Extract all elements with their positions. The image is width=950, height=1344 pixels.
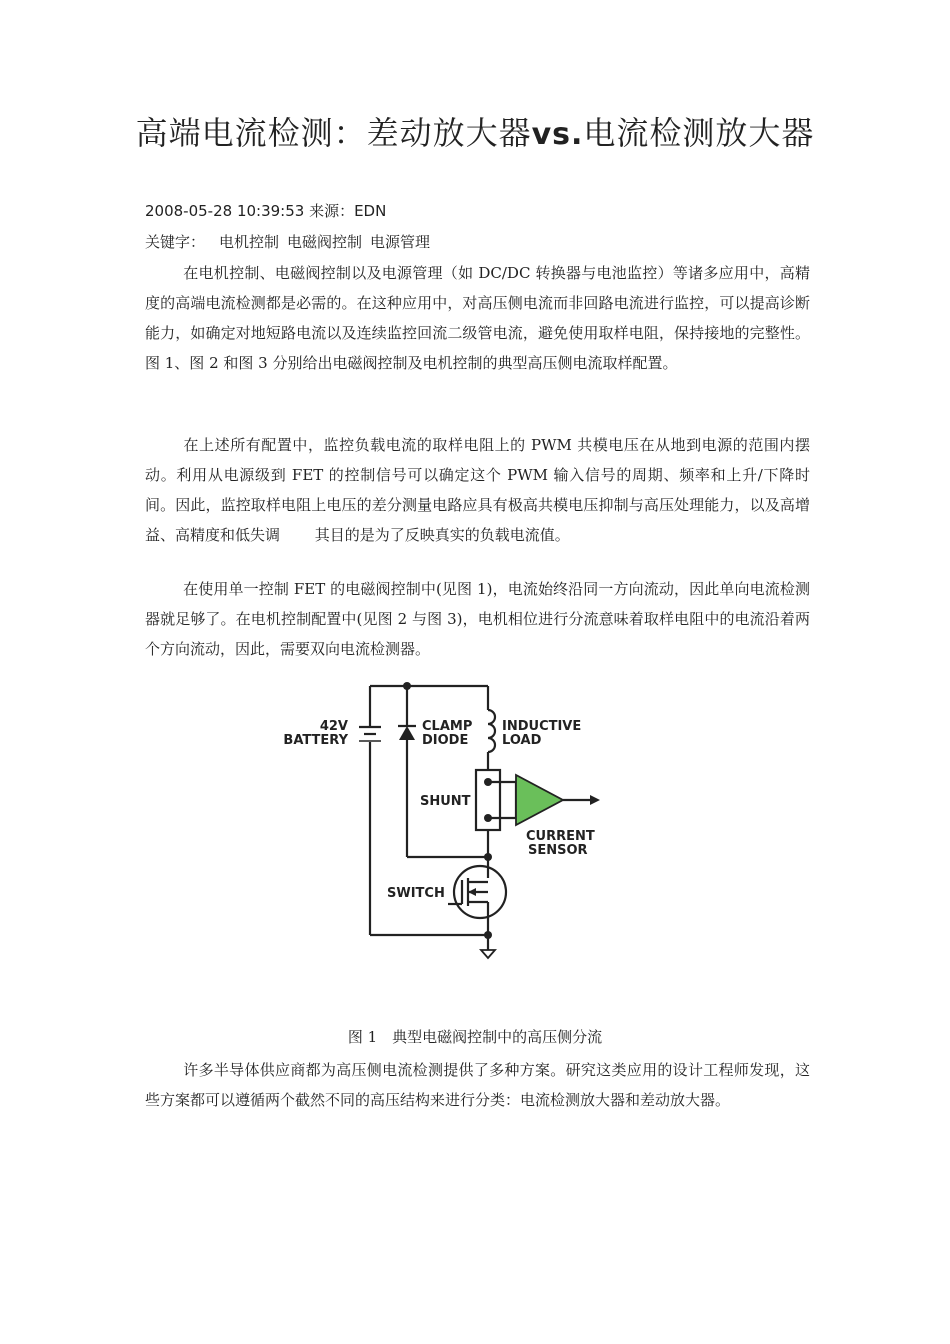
battery-label: 42V	[319, 719, 348, 734]
clamp-diode-label: DIODE	[422, 733, 469, 748]
keyword-item[interactable]: 电机控制	[219, 233, 280, 251]
inductive-load-label: LOAD	[502, 733, 542, 748]
inductive-load-label: INDUCTIVE	[502, 719, 582, 734]
keywords-line	[145, 231, 438, 252]
figure-caption: 图 1 典型电磁阀控制中的高压侧分流	[347, 1028, 603, 1046]
paragraph: 在上述所有配置中，监控负载电流的取样电阻上的 PWM 共模电压在从地到电源的范围内摆动。利用从电源级到 FET 的控制信号可以确定这个 PWM 输入信号的周期、频率和上升/下降时间。因此，监控取样电阻上电压的差分测量电路应具有极高共模电压抑制与高压处理能力，以及高增益、高精度和低失调 其目的是为了反映真实的负载电流值。	[145, 436, 810, 544]
battery-label: BATTERY	[283, 733, 348, 748]
keyword-item[interactable]: 电源管理	[370, 233, 431, 251]
current-sensor-label: SENSOR	[528, 843, 588, 858]
paragraph: 许多半导体供应商都为高压侧电流检测提供了多种方案。研究这类应用的设计工程师发现，这些方案都可以遵循两个截然不同的高压结构来进行分类：电流检测放大器和差动放大器。	[145, 1061, 810, 1109]
paragraph: 在使用单一控制 FET 的电磁阀控制中(见图 1)，电流始终沿同一方向流动，因此单向电流检测器就足够了。在电机控制配置中(见图 2 与图 3)，电机相位进行分流意味着取样电阻中的电流沿着两个方向流动，因此，需要双向电流检测器。	[145, 580, 810, 658]
switch-label: SWITCH	[387, 886, 445, 901]
current-sensor-label: CURRENT	[526, 829, 595, 844]
keyword-item[interactable]: 电磁阀控制	[287, 233, 363, 251]
article-meta: 2008-05-28 10:39:53 来源：EDN	[145, 202, 387, 220]
paragraph: 在电机控制、电磁阀控制以及电源管理（如 DC/DC 转换器与电池监控）等诸多应用中，高精度的高端电流检测都是必需的。在这种应用中，对高压侧电流而非回路电流进行监控，可以提高诊断能力，如确定对地短路电流以及连续监控回流二级管电流，避免使用取样电阻，保持接地的完整性。图 1、图 2 和图 3 分别给出电磁阀控制及电机控制的典型高压侧电流取样配置。	[145, 264, 810, 372]
circuit-diagram	[260, 670, 620, 970]
shunt-label: SHUNT	[420, 794, 471, 809]
clamp-diode-label: CLAMP	[422, 719, 473, 734]
page-title: 高端电流检测：差动放大器vs.电流检测放大器	[135, 114, 815, 152]
keywords-label: 关键字：	[145, 233, 206, 251]
